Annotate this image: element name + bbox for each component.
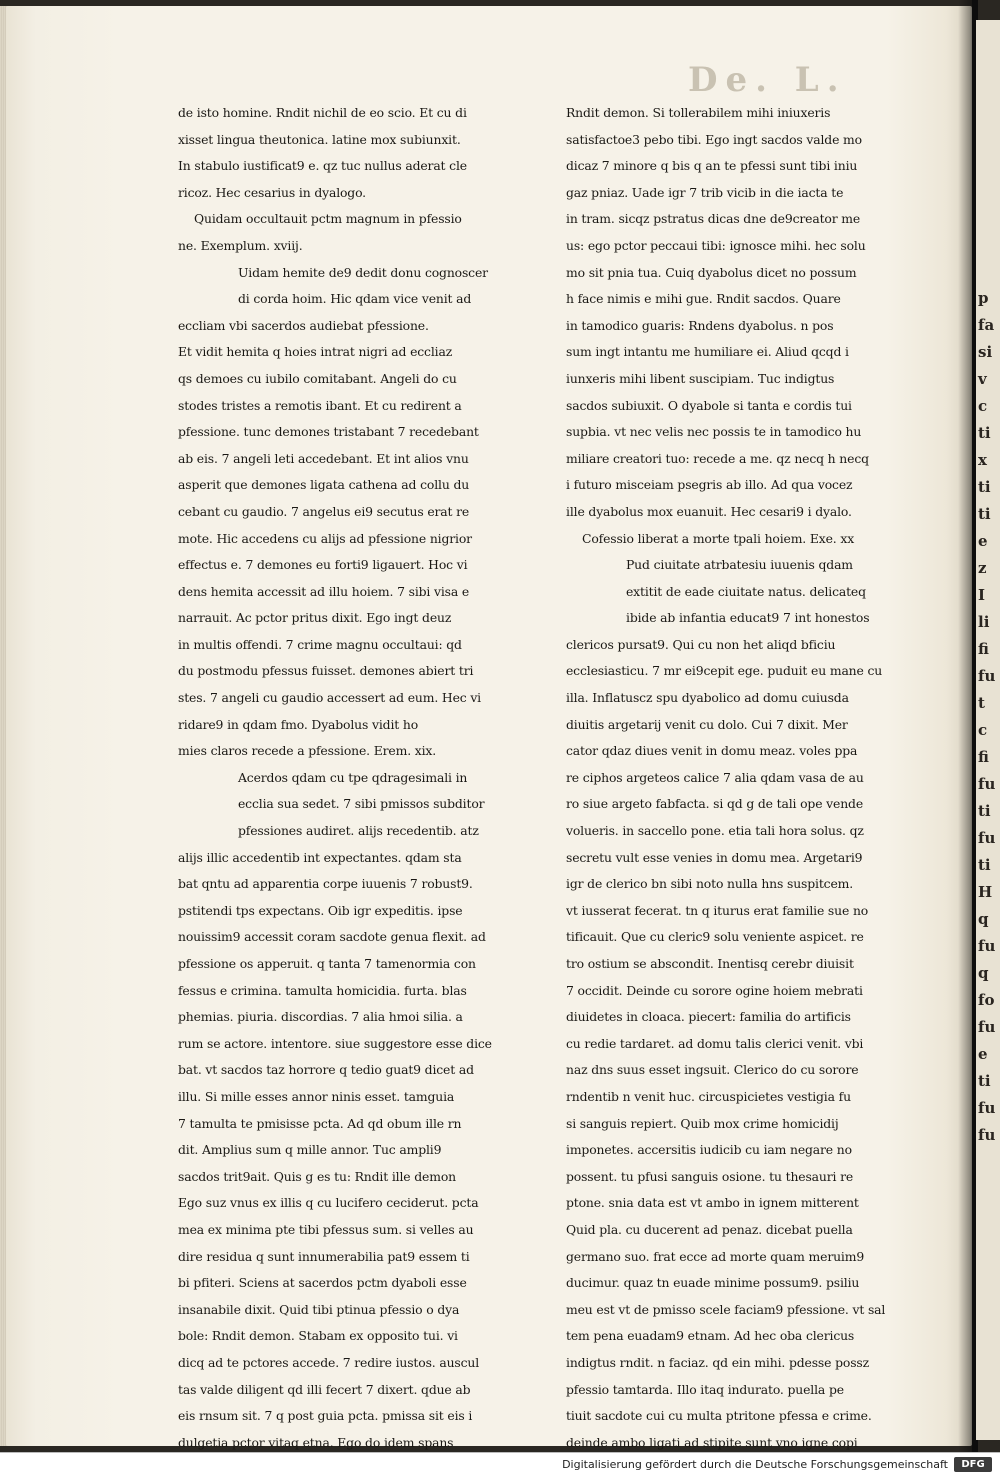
text-line: ecclesiasticu. 7 mr ei9cepit ege. puduit eu mane cu [566, 663, 883, 679]
text-line: tificauit. Que cu cleric9 solu veniente aspicet. re [566, 929, 864, 945]
text-line: ne. Exemplum. xviij. [178, 237, 303, 253]
text-line: in tamodico guaris: Rndens dyabolus. n pos [566, 317, 834, 333]
text-line: phemias. piuria. discordias. 7 alia hmoi silia. a [178, 1009, 463, 1025]
text-line: tro ostium se abscondit. Inentisq cerebr diuisit [566, 956, 854, 971]
text-line: imponetes. accersitis iudicib cu iam negare no [566, 1142, 852, 1158]
facing-page-fragment: x [978, 451, 987, 469]
text-line: cebant cu gaudio. 7 angelus ei9 secutus erat re [178, 503, 470, 519]
facing-page-edge [976, 20, 1000, 1440]
text-line: sacdos trit9ait. Quis g es tu: Rndit ille demon [178, 1168, 456, 1184]
text-line: us: ego pctor peccaui tibi: ignosce mihi. hec solu [566, 237, 866, 253]
text-line: bole: Rndit demon. Stabam ex opposito tui. vi [178, 1328, 458, 1344]
text-line: eis rnsum sit. 7 q post guia pcta. pmissa sit eis i [178, 1408, 473, 1424]
text-line: de isto homine. Rndit nichil de eo scio. Et cu di [178, 105, 467, 120]
facing-page-fragment: fu [978, 1126, 996, 1144]
facing-page-fragment: fu [978, 829, 996, 847]
facing-page-fragment: p [978, 289, 989, 307]
facing-page-fragment: ti [978, 478, 991, 496]
text-line: germano suo. frat ecce ad morte quam meruim9 [566, 1248, 865, 1264]
text-line: i futuro misceiam psegris ab illo. Ad qua vocez [566, 477, 853, 493]
text-line: diuidetes in cloaca. piecert: familia do artificis [566, 1009, 851, 1025]
text-line: stes. 7 angeli cu gaudio accessert ad eum. Hec vi [178, 690, 481, 706]
text-line: volueris. in saccello pone. etia tali hora solus. qz [566, 823, 864, 839]
text-line: narrauit. Ac pctor pritus dixit. Ego ingt deuz [178, 610, 452, 626]
text-line: in tram. sicqz pstratus dicas dne de9creator me [566, 211, 861, 227]
text-line: si sanguis repiert. Quib mox crime homicidij [566, 1115, 839, 1131]
text-line: illa. Inflatuscz spu dyabolico ad domu cuiusda [566, 690, 849, 706]
text-line: satisfactoe3 pebo tibi. Ego ingt sacdos valde mo [566, 131, 862, 147]
text-line: ridare9 in qdam fmo. Dyabolus vidit ho [178, 716, 419, 732]
text-line: gaz pniaz. Uade igr 7 trib vicib in die iacta te [566, 184, 844, 200]
facing-page-fragment: fu [978, 667, 996, 685]
text-line: Acerdos qdam cu tpe qdragesimali in [238, 769, 468, 785]
text-line: bat. vt sacdos taz horrore q tedio guat9 dicet ad [178, 1062, 474, 1078]
facing-page-fragment: fu [978, 1018, 996, 1036]
text-line: Cofessio liberat a morte tpali hoiem. Exe. xx [582, 530, 855, 546]
text-line: 7 tamulta te pmisisse pcta. Ad qd obum ille rn [178, 1115, 462, 1131]
facing-page-fragment: li [978, 613, 990, 631]
text-line: In stabulo iustificat9 e. qz tuc nullus aderat cle [178, 158, 467, 174]
running-head: De. L. [688, 60, 847, 100]
text-line: ibide ab infantia educat9 7 int honestos [626, 610, 870, 626]
text-line: mea ex minima pte tibi pfessus sum. si velles au [178, 1221, 474, 1237]
text-line: pfessio tamtarda. Illo itaq indurato. puella pe [566, 1381, 844, 1397]
facing-page-fragment: v [978, 370, 987, 388]
text-line: stodes tristes a remotis ibant. Et cu redirent a [178, 397, 462, 413]
text-line: indigtus rndit. n faciaz. qd ein mihi. pdesse possz [566, 1354, 869, 1370]
facing-page-fragment: e [978, 1045, 988, 1063]
text-line: dens hemita accessit ad illu hoiem. 7 sibi visa e [178, 583, 470, 599]
facing-page-fragment: I [978, 586, 986, 604]
text-line: pfessione os apperuit. q tanta 7 tamenormia con [178, 956, 476, 971]
facing-page-fragment: fu [978, 775, 996, 793]
text-line: ecclia sua sedet. 7 sibi pmissos subditor [238, 796, 485, 812]
text-line: dicq ad te pctores accede. 7 redire iustos. auscul [178, 1354, 480, 1370]
text-line: Uidam hemite de9 dedit donu cognoscer [238, 264, 488, 280]
text-line: di corda hoim. Hic qdam vice venit ad [238, 291, 472, 307]
facing-page-fragment: fu [978, 937, 996, 955]
facing-page-fragment: ti [978, 1072, 991, 1090]
text-line: insanabile dixit. Quid tibi ptinua pfessio o dya [178, 1301, 460, 1317]
text-line: dire residua q sunt innumerabilia pat9 essem ti [178, 1248, 470, 1264]
text-line: 7 occidit. Deinde cu sorore ogine hoiem mebrati [566, 982, 863, 998]
right-column [566, 100, 912, 1452]
facing-page-fragment: ti [978, 424, 991, 442]
facing-page-fragment: c [978, 397, 988, 415]
text-line: ille dyabolus mox euanuit. Hec cesari9 i dyalo. [566, 503, 852, 519]
text-line: naz dns suus esset ingsuit. Clerico do cu sorore [566, 1062, 859, 1078]
facing-page-fragment: ti [978, 505, 991, 523]
text-line: bi pfiteri. Sciens at sacerdos pctm dyaboli esse [178, 1275, 467, 1291]
text-line: rum se actore. intentore. siue suggestore esse dice [178, 1035, 492, 1051]
text-line: tas valde diligent qd illi fecert 7 dixert. qdue ab [178, 1381, 471, 1397]
text-line: mies claros recede a pfessione. Erem. xix. [178, 743, 437, 759]
text-line: pfessiones audiret. alijs recedentib. atz [238, 823, 479, 839]
text-line: Rndit demon. Si tollerabilem mihi iniuxeris [566, 105, 831, 120]
text-line: deinde ambo ligati ad stipite sunt vno igne copi [566, 1434, 858, 1450]
facing-page-fragment: H [978, 883, 993, 901]
text-line: alijs illic accedentib int expectantes. qdam sta [178, 849, 462, 865]
text-line: du postmodu pfessus fuisset. demones abiert tri [178, 663, 474, 679]
text-line: Ego suz vnus ex illis q cu lucifero ceciderut. pcta [178, 1195, 479, 1211]
text-line: qs demoes cu iubilo comitabant. Angeli do cu [178, 370, 457, 386]
facing-page-fragment: si [978, 343, 993, 361]
text-line: ricoz. Hec cesarius in dyalogo. [178, 184, 366, 200]
text-line: sum ingt intantu me humiliare ei. Aliud qcqd i [566, 344, 849, 360]
facing-page-fragment: t [978, 694, 985, 712]
text-line: Pud ciuitate atrbatesiu iuuenis qdam [626, 557, 853, 573]
text-line: clericos pursat9. Qui cu non het aliqd bficiu [566, 636, 836, 652]
text-line: pfessione. tunc demones tristabant 7 recedebant [178, 424, 479, 440]
facing-page-fragment: fa [978, 316, 995, 334]
footer-bar [0, 1452, 1000, 1477]
text-line: mo sit pnia tua. Cuiq dyabolus dicet no possum [566, 264, 857, 280]
text-line: nouissim9 accessit coram sacdote genua flexit. ad [178, 929, 486, 945]
text-line: asperit que demones ligata cathena ad collu du [178, 477, 470, 493]
text-line: diuitis argetarij venit cu dolo. Cui 7 dixit. Mer [566, 716, 848, 732]
text-line: tem pena euadam9 etnam. Ad hec oba clericus [566, 1328, 855, 1344]
text-line: Et vidit hemita q hoies intrat nigri ad eccliaz [178, 344, 453, 360]
facing-page-fragment: e [978, 532, 988, 550]
facing-page-fragment: q [978, 964, 989, 982]
footer-credit: Digitalisierung gefördert durch die Deutsche Forschungsgemeinschaft [562, 1458, 948, 1471]
facing-page-fragment: c [978, 721, 988, 739]
text-line: pstitendi tps expectans. Oib igr expeditis. ipse [178, 902, 463, 918]
facing-page-fragment: z [978, 559, 987, 577]
text-line: re ciphos argeteos calice 7 alia qdam vasa de au [566, 769, 864, 785]
text-line: bat qntu ad apparentia corpe iuuenis 7 robust9. [178, 876, 473, 892]
text-line: Quidam occultauit pctm magnum in pfessio [194, 211, 462, 227]
text-line: miliare creatori tuo: recede a me. qz necq h necq [566, 450, 869, 466]
facing-page-fragment: ti [978, 856, 991, 874]
text-line: vt iusserat fecerat. tn q iturus erat familie sue no [566, 902, 869, 918]
text-line: h face nimis e mihi gue. Rndit sacdos. Quare [566, 291, 841, 307]
text-line: ptone. snia data est vt ambo in ignem mitterent [566, 1195, 859, 1211]
text-line: cator qdaz diues venit in domu meaz. voles ppa [566, 743, 858, 759]
text-line: eccliam vbi sacerdos audiebat pfessione. [178, 317, 429, 333]
text-line: ab eis. 7 angeli leti accedebant. Et int alios vnu [178, 450, 469, 466]
text-line: in multis offendi. 7 crime magnu occultaui: qd [178, 636, 462, 652]
text-line: tiuit sacdote cui cu multa ptritone pfessa e crime. [566, 1408, 872, 1424]
text-line: ro siue argeto fabfacta. si qd g de tali ope vende [566, 796, 864, 812]
facing-page-fragment: ti [978, 802, 991, 820]
text-line: secretu vult esse venies in domu mea. Argetari9 [566, 849, 863, 865]
text-line: cu redie tardaret. ad domu talis clerici venit. vbi [566, 1035, 864, 1051]
text-line: effectus e. 7 demones eu forti9 ligauert. Hoc vi [178, 557, 468, 573]
text-line: iunxeris mihi libent suscipiam. Tuc indigtus [566, 370, 835, 386]
text-line: possent. tu pfusi sanguis osione. tu thesauri re [566, 1168, 854, 1184]
left-column [178, 100, 534, 1452]
text-line: dicaz 7 minore q bis q an te pfessi sunt tibi iniu [566, 158, 858, 174]
text-line: dit. Amplius sum q mille annor. Tuc ampli9 [178, 1142, 442, 1158]
facing-page-fragment: fi [978, 640, 989, 658]
text-line: Quid pla. cu ducerent ad penaz. dicebat puella [566, 1221, 853, 1237]
text-line: meu est vt de pmisso scele faciam9 pfessione. vt sal [566, 1301, 886, 1317]
text-line: fessus e crimina. tamulta homicidia. furta. blas [178, 982, 467, 998]
text-line: extitit de eade ciuitate natus. delicateq [626, 583, 866, 599]
text-line: dulgetia pctor vitaq etna. Ego do idem spans [178, 1434, 454, 1450]
text-line: supbia. vt nec velis nec possis te in tamodico hu [566, 424, 862, 440]
dfg-logo: DFG [954, 1457, 992, 1472]
text-line: ducimur. quaz tn euade minime possum9. psiliu [566, 1275, 860, 1291]
text-line: igr de clerico bn sibi noto nulla hns suspitcem. [566, 876, 854, 892]
facing-page-fragment: fu [978, 1099, 996, 1117]
facing-page-fragment: fo [978, 991, 995, 1009]
text-line: mote. Hic accedens cu alijs ad pfessione nigrior [178, 530, 472, 546]
text-line: illu. Si mille esses annor ninis esset. tamguia [178, 1088, 455, 1104]
facing-page-fragment: q [978, 910, 989, 928]
text-line: rndentib n venit huc. circuspicietes vestigia fu [566, 1088, 851, 1104]
text-line: xisset lingua theutonica. latine mox subiunxit. [178, 131, 461, 147]
text-line: sacdos subiuxit. O dyabole si tanta e cordis tui [566, 397, 852, 413]
facing-page-fragment: fi [978, 748, 989, 766]
